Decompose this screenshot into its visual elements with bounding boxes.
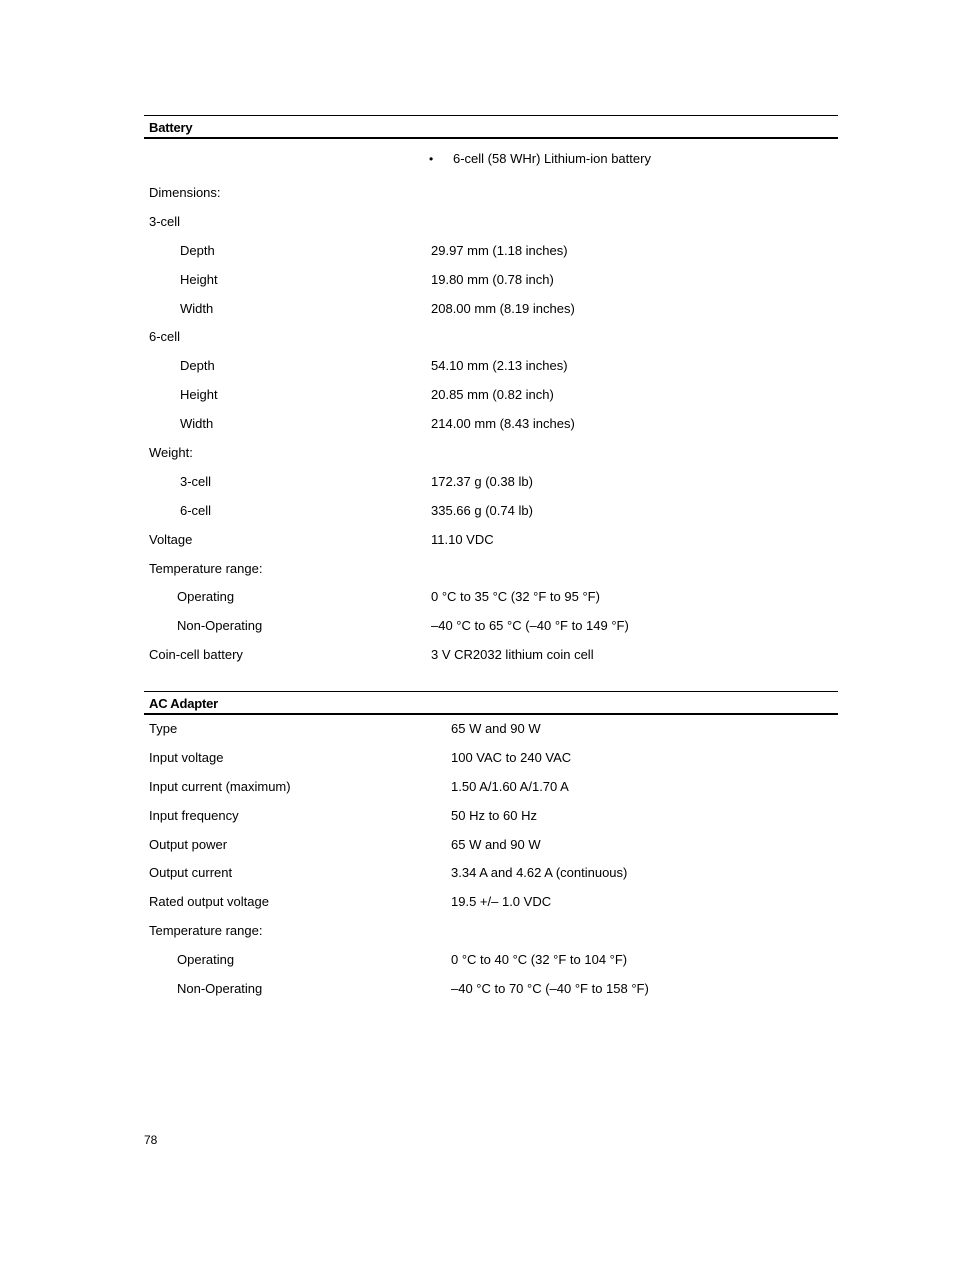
row-label: Type: [149, 721, 178, 736]
row-value: 1.50 A/1.60 A/1.70 A: [451, 778, 569, 794]
row-label: 3-cell: [149, 213, 181, 229]
row-label: Temperature range:: [149, 923, 263, 939]
table-row: [144, 917, 838, 946]
table-row: [144, 410, 838, 439]
bullet-icon: •: [429, 152, 434, 166]
row-value: 19.5 +/– 1.0 VDC: [451, 894, 552, 910]
row-label: Depth: [180, 358, 215, 374]
row-label: Non-Operating: [177, 618, 263, 634]
row-label: Input frequency: [149, 807, 239, 823]
row-label: Dimensions:: [149, 185, 221, 200]
row-value: 208.00 mm (8.19 inches): [431, 300, 575, 316]
table-row: [144, 237, 838, 266]
row-label: 3-cell: [180, 473, 212, 489]
table-row: [144, 266, 838, 295]
table-row: [144, 715, 838, 744]
table-row: [144, 497, 838, 526]
row-value: 20.85 mm (0.82 inch): [431, 387, 554, 403]
row-value: 50 Hz to 60 Hz: [451, 807, 537, 823]
battery-table: [144, 115, 838, 670]
row-label: Non-Operating: [177, 981, 263, 997]
row-label: Voltage: [149, 531, 193, 547]
table-row: [144, 208, 838, 237]
table-row: [144, 773, 838, 802]
row-label: Weight:: [149, 445, 193, 461]
table-row: [144, 526, 838, 555]
table-row: [144, 744, 838, 773]
table-row: [144, 612, 838, 641]
table-row: [144, 468, 838, 497]
ac-adapter-table: [144, 691, 838, 1004]
row-label: 6-cell: [180, 502, 212, 518]
table-row: [144, 323, 838, 352]
row-value: 65 W and 90 W: [451, 836, 541, 852]
row-label: Input current (maximum): [149, 778, 291, 794]
row-label: Output power: [149, 836, 228, 852]
table-row: [144, 641, 838, 670]
table-row: [144, 352, 838, 381]
row-label: Operating: [177, 589, 235, 605]
table-row: [144, 295, 838, 324]
row-label: Height: [180, 387, 218, 403]
row-value: –40 °C to 65 °C (–40 °F to 149 °F): [431, 618, 629, 634]
ac-adapter-rows: [144, 715, 838, 1004]
table-row: [144, 439, 838, 468]
battery-rows: [144, 179, 838, 670]
battery-header: Battery: [144, 115, 838, 139]
row-value: –40 °C to 70 °C (–40 °F to 158 °F): [451, 981, 649, 997]
row-value: 65 W and 90 W: [451, 721, 541, 736]
row-value: 214.00 mm (8.43 inches): [431, 416, 575, 432]
row-label: Operating: [177, 952, 235, 968]
row-label: Output current: [149, 865, 233, 881]
table-row: [144, 555, 838, 584]
battery-bullet-text: 6-cell (58 WHr) Lithium-ion battery: [453, 151, 651, 166]
table-row: [144, 381, 838, 410]
table-row: [144, 583, 838, 612]
row-value: 0 °C to 40 °C (32 °F to 104 °F): [451, 952, 628, 968]
table-row: [144, 888, 838, 917]
row-value: 29.97 mm (1.18 inches): [431, 242, 568, 258]
row-value: 0 °C to 35 °C (32 °F to 95 °F): [431, 589, 600, 605]
row-value: 100 VAC to 240 VAC: [451, 749, 572, 765]
row-value: 11.10 VDC: [431, 531, 494, 547]
row-value: 54.10 mm (2.13 inches): [431, 358, 568, 374]
row-label: Width: [180, 300, 214, 316]
row-label: Input voltage: [149, 749, 224, 765]
row-label: Rated output voltage: [149, 894, 269, 910]
table-row: [144, 179, 838, 208]
row-label: 6-cell: [149, 329, 181, 345]
table-row: [144, 975, 838, 1004]
row-label: Coin-cell battery: [149, 647, 243, 663]
row-value: 3 V CR2032 lithium coin cell: [431, 647, 594, 663]
row-value: 3.34 A and 4.62 A (continuous): [451, 865, 628, 881]
table-row: [144, 802, 838, 831]
row-value: 19.80 mm (0.78 inch): [431, 271, 554, 287]
row-label: Height: [180, 271, 218, 287]
page-number: 78: [144, 1133, 158, 1147]
row-value: 335.66 g (0.74 lb): [431, 502, 533, 518]
row-label: Depth: [180, 242, 215, 258]
table-row: [144, 946, 838, 975]
row-label: Temperature range:: [149, 560, 263, 576]
row-label: Width: [180, 416, 214, 432]
battery-bullet-item: [144, 139, 838, 179]
table-row: [144, 859, 838, 888]
ac-adapter-header: AC Adapter: [144, 691, 838, 715]
table-row: [144, 831, 838, 860]
row-value: 172.37 g (0.38 lb): [431, 473, 533, 489]
